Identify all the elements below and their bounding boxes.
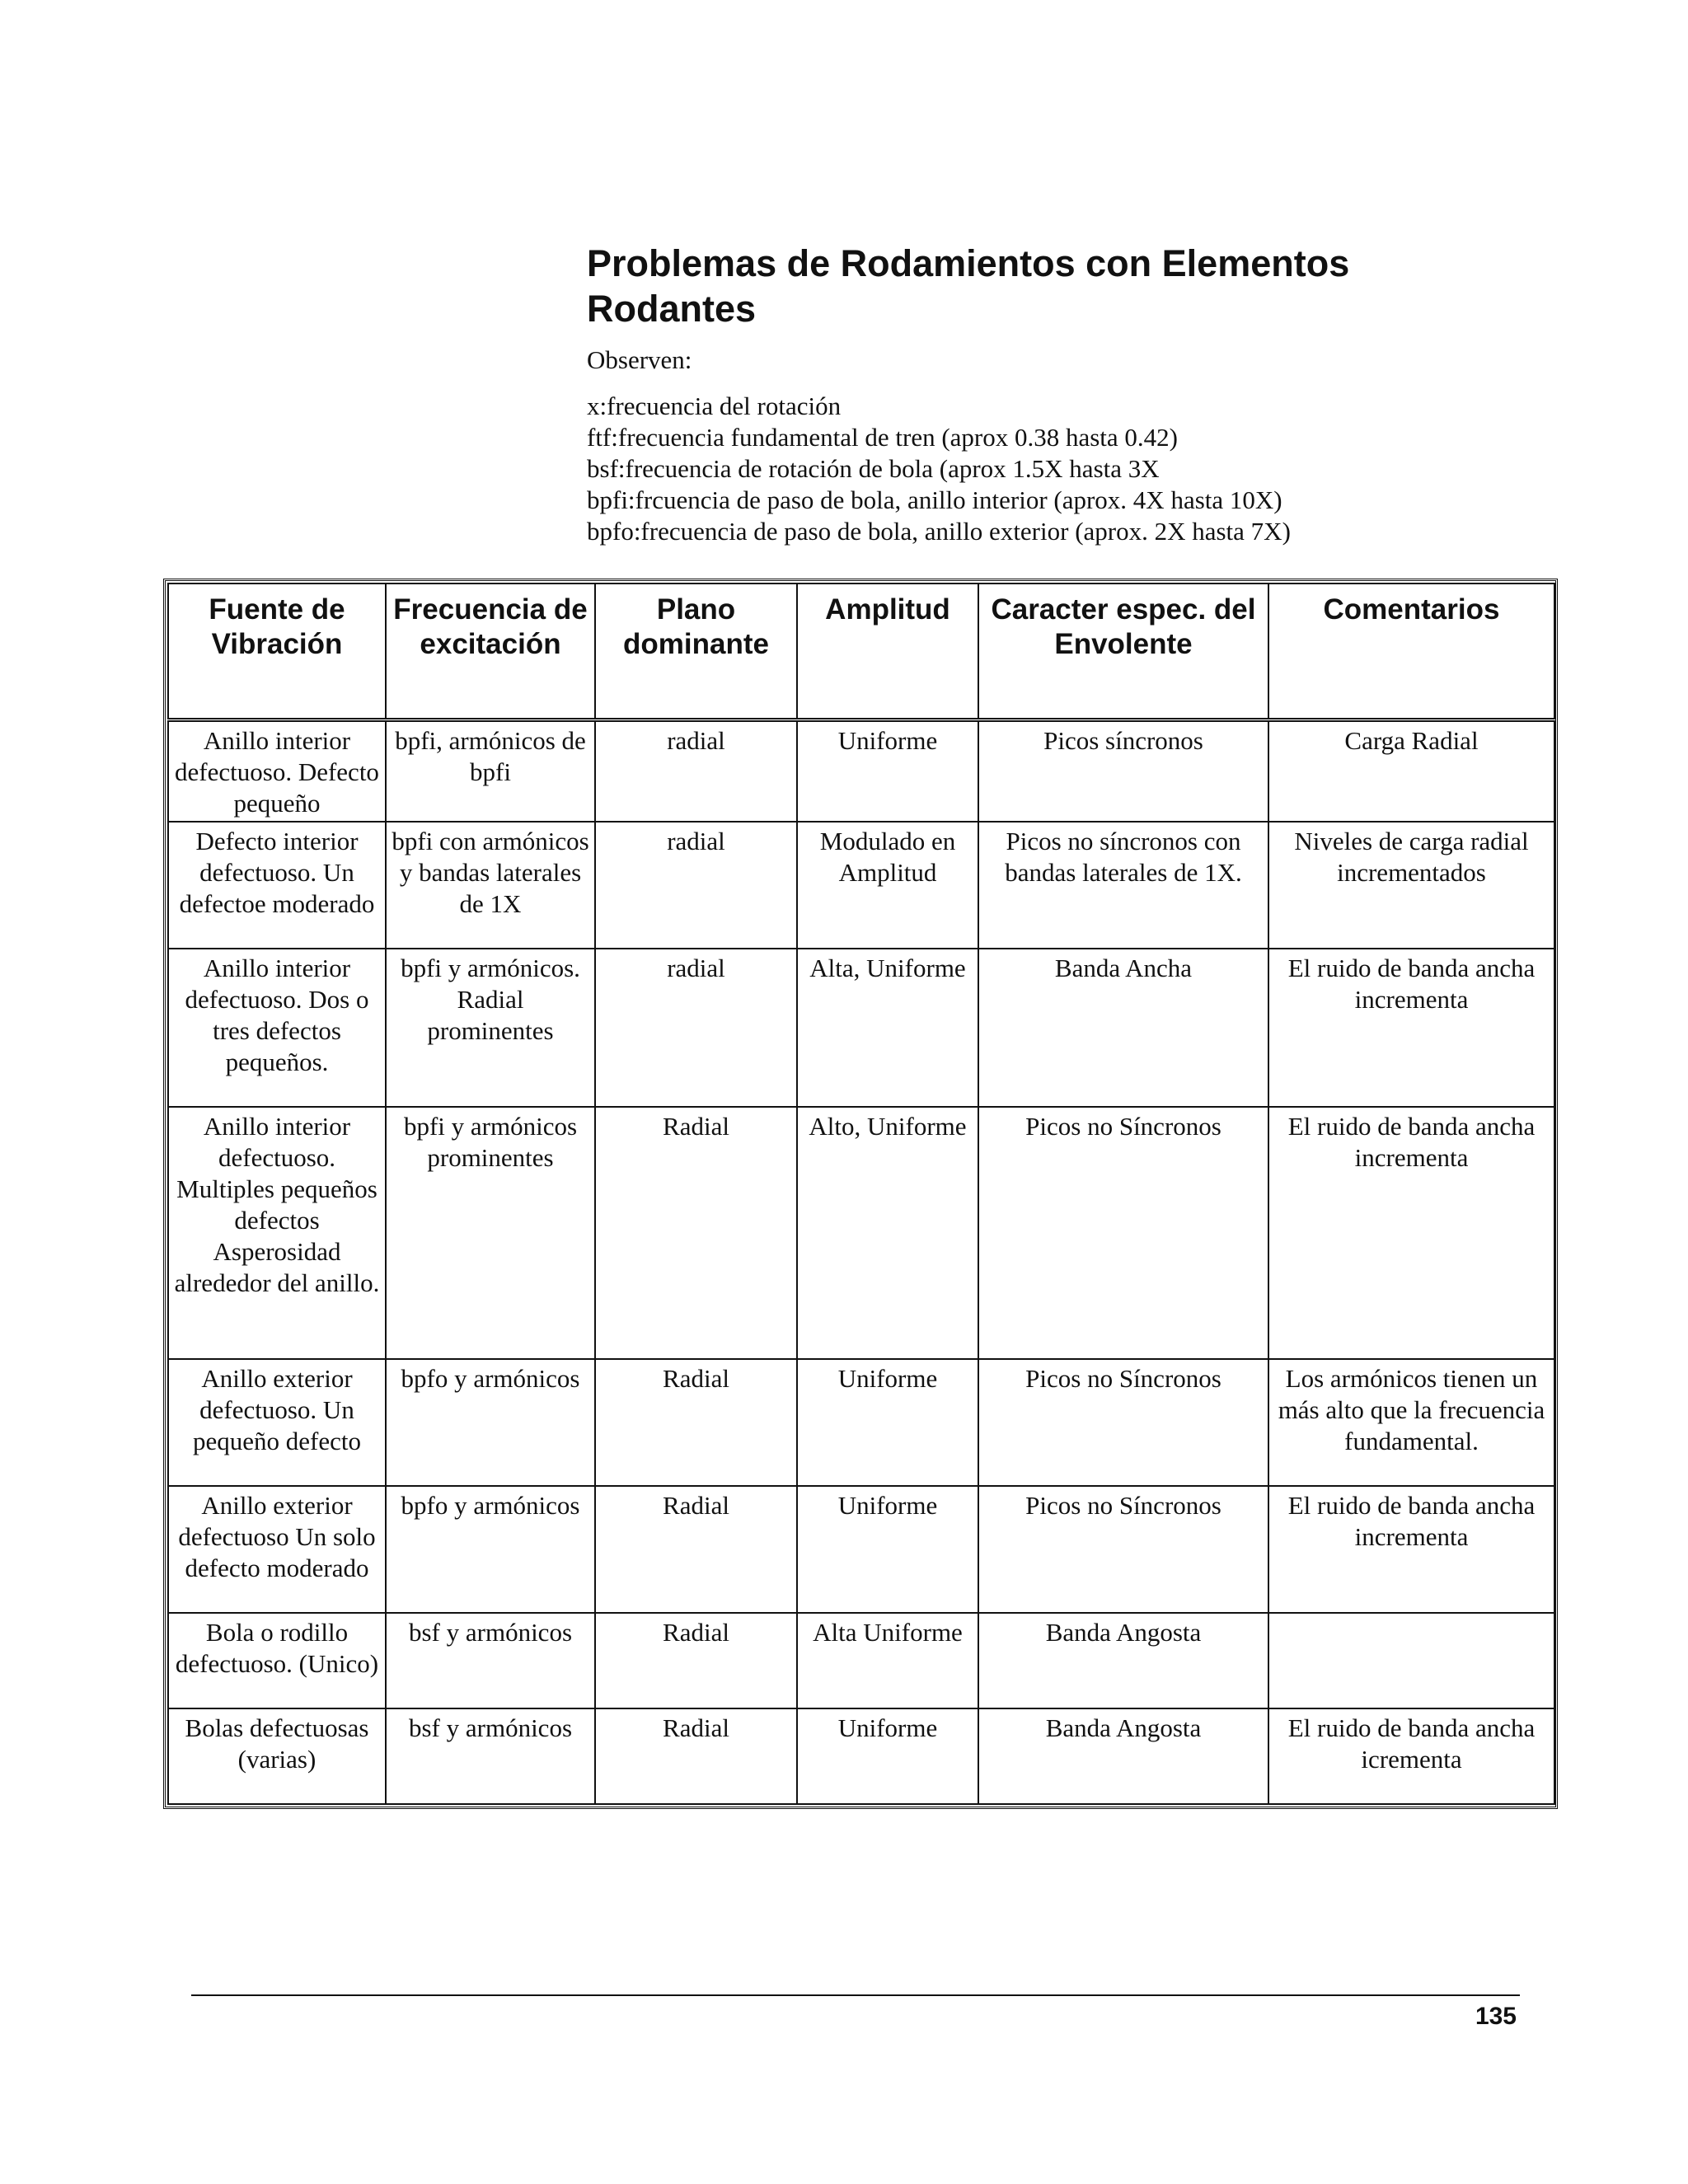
cell-comments: El ruido de banda ancha incrementa: [1268, 949, 1554, 1107]
cell-vibration-source: Bola o rodillo defectuoso. (Unico): [168, 1613, 386, 1708]
table-row: [168, 720, 1554, 823]
cell-vibration-source: Anillo interior defectuoso. Multiples pequeños defectos Asperosidad alrededor del anillo.: [168, 1107, 386, 1359]
header-vibration-source: Fuente de Vibración: [168, 583, 386, 720]
cell-envelope-spectrum: Banda Ancha: [978, 949, 1268, 1107]
note-x: x:frecuencia del rotación: [587, 391, 842, 420]
cell-amplitude: Uniforme: [797, 720, 978, 823]
cell-vibration-source: Anillo interior defectuoso. Dos o tres defectos pequeños.: [168, 949, 386, 1107]
cell-excitation-frequency: bpfi, armónicos de bpfi: [386, 720, 595, 823]
note-bsf: bsf:frecuencia de rotación de bola (aprox 1.5X hasta 3X: [587, 454, 1160, 483]
header-excitation-frequency: Frecuencia de excitación: [386, 583, 595, 720]
cell-amplitude: Uniforme: [797, 1486, 978, 1613]
note-bpfi: bpfi:frcuencia de paso de bola, anillo interior (aprox. 4X hasta 10X): [587, 485, 1282, 514]
note-ftf: ftf:frecuencia fundamental de tren (aprox 0.38 hasta 0.42): [587, 423, 1178, 452]
cell-envelope-spectrum: Picos síncronos: [978, 720, 1268, 823]
note-bpfo: bpfo:frecuencia de paso de bola, anillo exterior (aprox. 2X hasta 7X): [587, 517, 1291, 546]
cell-dominant-plane: radial: [595, 720, 797, 823]
cell-comments: Los armónicos tienen un más alto que la frecuencia fundamental.: [1268, 1359, 1554, 1486]
header-dominant-plane: Plano dominante: [595, 583, 797, 720]
table-row: [168, 1359, 1554, 1486]
cell-dominant-plane: Radial: [595, 1359, 797, 1486]
cell-vibration-source: Defecto interior defectuoso. Un defectoe moderado: [168, 822, 386, 949]
cell-excitation-frequency: bpfi y armónicos. Radial prominentes: [386, 949, 595, 1107]
cell-dominant-plane: Radial: [595, 1613, 797, 1708]
cell-excitation-frequency: bpfi y armónicos prominentes: [386, 1107, 595, 1359]
cell-amplitude: Uniforme: [797, 1708, 978, 1804]
page-number: 135: [1475, 2003, 1517, 2030]
cell-comments: El ruido de banda ancha icrementa: [1268, 1708, 1554, 1804]
cell-amplitude: Alta Uniforme: [797, 1613, 978, 1708]
table-header-row: [168, 583, 1554, 720]
cell-envelope-spectrum: Banda Angosta: [978, 1613, 1268, 1708]
table-row: [168, 949, 1554, 1107]
cell-vibration-source: Anillo exterior defectuoso. Un pequeño defecto: [168, 1359, 386, 1486]
cell-excitation-frequency: bsf y armónicos: [386, 1708, 595, 1804]
footer-rule: [191, 1994, 1520, 1996]
cell-envelope-spectrum: Picos no Síncronos: [978, 1486, 1268, 1613]
cell-amplitude: Alta, Uniforme: [797, 949, 978, 1107]
cell-dominant-plane: radial: [595, 822, 797, 949]
header-amplitude: Amplitud: [797, 583, 978, 720]
cell-vibration-source: Anillo exterior defectuoso Un solo defecto moderado: [168, 1486, 386, 1613]
cell-dominant-plane: Radial: [595, 1107, 797, 1359]
cell-comments: El ruido de banda ancha incrementa: [1268, 1107, 1554, 1359]
table-row: [168, 1107, 1554, 1359]
table-row: [168, 1613, 1554, 1708]
cell-comments: Niveles de carga radial incrementados: [1268, 822, 1554, 949]
frequency-notes: [587, 391, 1291, 547]
cell-dominant-plane: Radial: [595, 1708, 797, 1804]
header-envelope-spectrum: Caracter espec. del Envolente: [978, 583, 1268, 720]
cell-excitation-frequency: bsf y armónicos: [386, 1613, 595, 1708]
cell-amplitude: Uniforme: [797, 1359, 978, 1486]
cell-vibration-source: Anillo interior defectuoso. Defecto pequeño: [168, 720, 386, 823]
page-title: Problemas de Rodamientos con Elementos Rodantes: [587, 242, 1350, 330]
cell-vibration-source: Bolas defectuosas (varias): [168, 1708, 386, 1804]
table-row: [168, 1486, 1554, 1613]
header-comments: Comentarios: [1268, 583, 1554, 720]
bearing-problems-table-frame: [163, 579, 1558, 1809]
observe-label: Observen:: [587, 345, 692, 374]
cell-dominant-plane: Radial: [595, 1486, 797, 1613]
cell-excitation-frequency: bpfo y armónicos: [386, 1486, 595, 1613]
cell-excitation-frequency: bpfi con armónicos y bandas laterales de 1X: [386, 822, 595, 949]
cell-comments: El ruido de banda ancha incrementa: [1268, 1486, 1554, 1613]
cell-envelope-spectrum: Picos no síncronos con bandas laterales de 1X.: [978, 822, 1268, 949]
cell-amplitude: Modulado en Amplitud: [797, 822, 978, 949]
cell-excitation-frequency: bpfo y armónicos: [386, 1359, 595, 1486]
cell-amplitude: Alto, Uniforme: [797, 1107, 978, 1359]
cell-envelope-spectrum: Picos no Síncronos: [978, 1107, 1268, 1359]
cell-envelope-spectrum: Picos no Síncronos: [978, 1359, 1268, 1486]
cell-comments: Carga Radial: [1268, 720, 1554, 823]
table-row: [168, 1708, 1554, 1804]
cell-comments: [1268, 1613, 1554, 1708]
table-row: [168, 822, 1554, 949]
cell-envelope-spectrum: Banda Angosta: [978, 1708, 1268, 1804]
cell-dominant-plane: radial: [595, 949, 797, 1107]
bearing-problems-table: [167, 583, 1555, 1805]
